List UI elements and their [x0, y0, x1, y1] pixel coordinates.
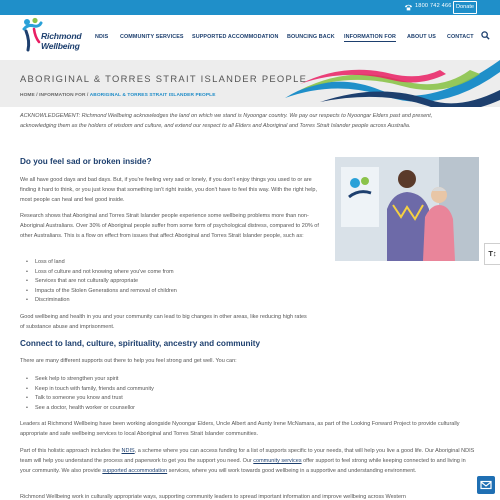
mail-icon — [477, 476, 495, 494]
paragraph: Good wellbeing and health in you and your community can lead to big changes in other areas, like reducing high rates of substance abuse and imprisonment. — [20, 314, 307, 330]
breadcrumb-parent[interactable]: INFORMATION FOR — [39, 93, 86, 98]
paragraph: There are many different supports out there to help you feel strong and get well. You can: — [20, 358, 237, 364]
list-item: • Seek help to strengthen your spirit — [26, 375, 154, 385]
breadcrumb-separator: / — [34, 93, 40, 98]
nav-item-community-services[interactable]: COMMUNITY SERVICES — [120, 34, 184, 40]
list-item: • Loss of land — [26, 258, 177, 268]
nav-item-contact[interactable]: CONTACT — [447, 34, 474, 40]
supported-accommodation-link[interactable]: supported accommodation — [102, 468, 168, 474]
text-size-button[interactable]: T↕ — [484, 243, 500, 265]
list-item: • Impacts of the Stolen Generations and removal of children — [26, 287, 177, 297]
top-bar — [0, 0, 500, 15]
list-item: • See a doctor, health worker or counsellor — [26, 404, 154, 414]
supports-list — [26, 375, 154, 413]
elders-photo-illustration — [335, 157, 479, 261]
page-banner — [0, 60, 500, 107]
section-heading-connect: Connect to land, culture, spirituality, ancestry and community — [20, 339, 261, 348]
paragraph: Leaders at Richmond Wellbeing have been working alongside Nyoongar Elders, Uncle Albert and Aunty Irene McNamara, as part of the Looking Forward Project to provide culturally appropriate and safe wellbeing services to local Aboriginal and Torres Strait Islander communities. — [20, 421, 460, 437]
acknowledgement-text: ACKNOWLEDGEMENT: Richmond Wellbeing acknowledges the land on which we stand is Nyoongar country. We pay our respects to Nyoongar Elders past and present, acknowledging them as the holders of wisdom and culture, and extend our respect to all Elders and Aboriginal and Torres Strait Islander people across Australia. — [20, 113, 433, 129]
ndis-link[interactable]: NDIS — [121, 448, 135, 454]
logo-line-2: Wellbeing — [41, 41, 80, 51]
search-icon[interactable] — [481, 31, 490, 40]
paragraph: Research shows that Aboriginal and Torres Strait Islander people experience some wellbeing problems more than non-Aboriginal Australians. Over 30% of Aboriginal people suffer from some form of psychological distress, compared to 20% of other Australians. This is a flow on effect from issues that affect Aboriginal and Torres Strait Islander people, such as: — [20, 213, 319, 239]
donate-button[interactable]: Donate — [453, 1, 477, 14]
nav-item-ndis[interactable]: NDIS — [95, 34, 109, 40]
nav-item-about-us[interactable]: ABOUT US — [407, 34, 436, 40]
list-item: • Talk to someone you know and trust — [26, 394, 154, 404]
paragraph-text: services, where you will work towards good wellbeing in a supportive and understanding environment. — [167, 468, 417, 474]
phone-number[interactable]: 1800 742 466 — [415, 3, 452, 9]
nav-item-bouncing-back[interactable]: BOUNCING BACK — [287, 34, 335, 40]
mail-button[interactable] — [477, 476, 495, 494]
breadcrumb — [20, 93, 216, 98]
breadcrumb-separator: / — [85, 93, 90, 98]
issues-list — [26, 258, 177, 306]
paragraph-text: offer support to feel strong while keeping connected to and living in your community. We also provide — [20, 458, 466, 474]
breadcrumb-home[interactable]: HOME — [20, 93, 35, 98]
list-item: • Keep in touch with family, friends and community — [26, 385, 154, 395]
list-item: • Services that are not culturally appropriate — [26, 277, 177, 287]
community-services-link[interactable]: community services — [253, 458, 302, 464]
paragraph-text: Part of this holistic approach includes the — [20, 448, 122, 454]
paragraph: We all have good days and bad days. But, if you're feeling very sad or lonely, if you don't enjoy things you used to or are finding it hard to think, or you just know that something isn't right inside, you don't have to feel this way. With the right help, most people can heal and feel good inside. — [20, 177, 318, 203]
breadcrumb-current: ABORIGINAL & TORRES STRAIT ISLANDER PEOPLE — [89, 93, 216, 98]
logo[interactable] — [22, 17, 88, 55]
list-item: • Loss of culture and not knowing where you've come from — [26, 268, 177, 278]
phone-icon — [404, 3, 413, 12]
section-heading-sad: Do you feel sad or broken inside? — [20, 157, 152, 166]
list-item: • Discrimination — [26, 296, 177, 306]
paragraph: Richmond Wellbeing work in culturally appropriate ways, supporting community leaders to spread important information and improve wellbeing across Western — [20, 494, 406, 500]
paragraph-ndis — [20, 446, 475, 476]
elders-photo — [335, 157, 479, 261]
paragraph-text: , a scheme where you can access funding for a list of supports specific to your needs, that will help you live a good life. Our Aboriginal NDIS team will help you understand the process and paperwork to get you the support you need. Our — [20, 448, 475, 464]
site-header — [0, 15, 500, 58]
page-title: ABORIGINAL & TORRES STRAIT ISLANDER PEOPLE — [20, 73, 308, 84]
logo-line-1: Richmond — [41, 31, 82, 41]
nav-item-supported-accommodation[interactable]: SUPPORTED ACCOMMODATION — [192, 34, 279, 40]
nav-item-information-for[interactable]: INFORMATION FOR — [344, 34, 397, 40]
